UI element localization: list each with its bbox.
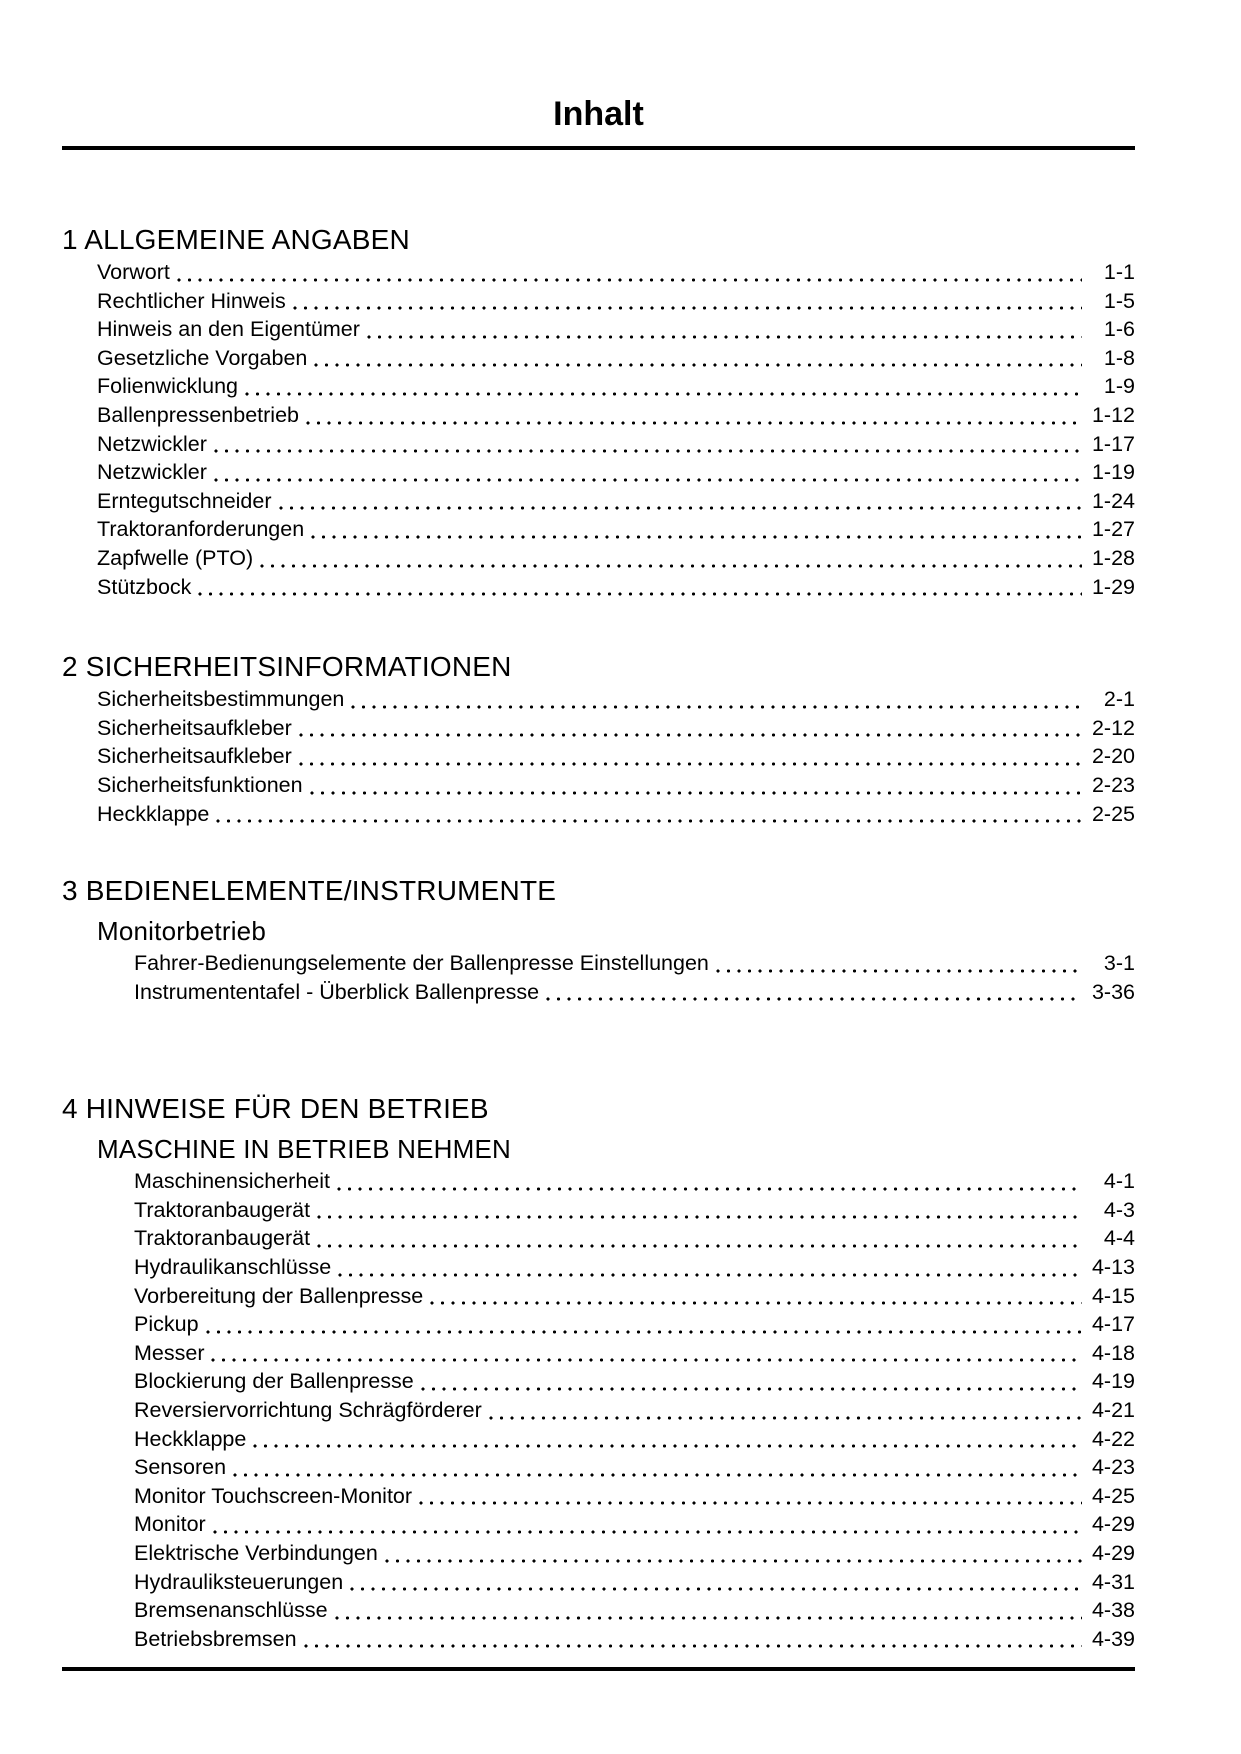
toc-entry-page: 3-1 bbox=[1103, 951, 1135, 976]
toc-entry-label: Sicherheitsfunktionen bbox=[97, 772, 303, 797]
dot-leader bbox=[206, 1330, 1082, 1334]
dot-leader bbox=[311, 535, 1082, 539]
dot-leader bbox=[216, 819, 1082, 823]
toc-entry-label: Erntegutschneider bbox=[97, 488, 272, 513]
toc-entry-page: 1-9 bbox=[1103, 374, 1135, 399]
toc-entry bbox=[97, 315, 1135, 344]
dot-leader bbox=[421, 1387, 1082, 1391]
toc-entry-label: Stützbock bbox=[97, 574, 192, 599]
dot-leader bbox=[279, 506, 1083, 510]
footer-divider bbox=[62, 1667, 1135, 1671]
toc-entry-label: Ballenpressenbetrieb bbox=[97, 402, 299, 427]
dot-leader bbox=[260, 564, 1082, 568]
dot-leader bbox=[317, 1244, 1082, 1248]
toc-entry-label: Monitor Touchscreen-Monitor bbox=[134, 1483, 413, 1508]
toc-entry-label: Folienwicklung bbox=[97, 374, 239, 399]
toc-entry bbox=[134, 1568, 1135, 1597]
dot-leader bbox=[299, 733, 1082, 737]
toc-entry-page: 2-25 bbox=[1091, 801, 1135, 826]
toc-entry-page: 4-25 bbox=[1091, 1483, 1135, 1508]
dot-leader bbox=[367, 335, 1082, 339]
toc-entry bbox=[97, 800, 1135, 829]
toc-entry bbox=[134, 1425, 1135, 1454]
toc-entry-label: Sensoren bbox=[134, 1455, 227, 1480]
toc-entry-page: 4-3 bbox=[1103, 1197, 1135, 1222]
subsection-heading-maschine-in-betrieb-nehmen: MASCHINE IN BETRIEB NEHMEN bbox=[97, 1134, 512, 1165]
toc-entry-page: 4-29 bbox=[1091, 1541, 1135, 1565]
toc-entry-label: Hinweis an den Eigentümer bbox=[97, 317, 360, 342]
toc-entry-label: Hydrauliksteuerungen bbox=[134, 1569, 344, 1594]
dot-leader bbox=[213, 1530, 1082, 1534]
dot-leader bbox=[430, 1301, 1082, 1305]
toc-entry-label: Traktoranforderungen bbox=[97, 517, 305, 542]
toc-entry bbox=[97, 287, 1135, 316]
toc-entry-page: 2-1 bbox=[1103, 687, 1135, 712]
toc-entry bbox=[134, 1167, 1135, 1196]
toc-entry-page: 4-13 bbox=[1091, 1255, 1135, 1280]
toc-entry-label: Betriebsbremsen bbox=[134, 1626, 297, 1651]
toc-entry bbox=[97, 742, 1135, 771]
toc-entry-page: 1-8 bbox=[1103, 345, 1135, 370]
toc-entry bbox=[134, 978, 1135, 1007]
toc-entry-page: 4-18 bbox=[1091, 1340, 1135, 1365]
toc-entry-page: 4-29 bbox=[1091, 1512, 1135, 1537]
dot-leader bbox=[335, 1616, 1082, 1620]
toc-entry bbox=[134, 949, 1135, 978]
toc-entry bbox=[97, 430, 1135, 459]
toc-entry bbox=[97, 544, 1135, 573]
dot-leader bbox=[245, 392, 1082, 396]
toc-entry-page: 1-12 bbox=[1091, 402, 1135, 427]
dot-leader bbox=[489, 1416, 1082, 1420]
toc-entry-label: Rechtlicher Hinweis bbox=[97, 288, 286, 313]
toc-entry-label: Messer bbox=[134, 1340, 205, 1365]
toc-entry-label: Netzwickler bbox=[97, 460, 207, 485]
dot-leader bbox=[304, 1644, 1082, 1648]
dot-leader bbox=[214, 449, 1082, 453]
toc-entry bbox=[97, 487, 1135, 516]
toc-entry-page: 4-38 bbox=[1091, 1598, 1135, 1623]
toc-entry bbox=[134, 1625, 1135, 1654]
toc-entry-page: 3-36 bbox=[1091, 979, 1135, 1004]
toc-entry bbox=[97, 258, 1135, 287]
toc-entry bbox=[134, 1339, 1135, 1368]
section-1-entries bbox=[97, 258, 1135, 601]
toc-entry-page: 4-4 bbox=[1103, 1226, 1135, 1251]
toc-entry bbox=[97, 515, 1135, 544]
toc-entry-label: Zapfwelle (PTO) bbox=[97, 545, 254, 570]
toc-entry bbox=[134, 1510, 1135, 1539]
toc-entry-page: 4-22 bbox=[1091, 1426, 1135, 1451]
toc-entry-label: Sicherheitsaufkleber bbox=[97, 744, 292, 769]
toc-entry-label: Fahrer-Bedienungselemente der Ballenpresse Einstellungen bbox=[134, 951, 709, 976]
toc-entry bbox=[97, 573, 1135, 602]
dot-leader bbox=[338, 1273, 1082, 1277]
toc-entry-label: Gesetzliche Vorgaben bbox=[97, 345, 308, 370]
toc-entry-page: 2-23 bbox=[1091, 772, 1135, 797]
toc-entry bbox=[134, 1310, 1135, 1339]
dot-leader bbox=[299, 762, 1082, 766]
toc-entry bbox=[97, 344, 1135, 373]
toc-entry-label: Vorwort bbox=[97, 260, 170, 284]
toc-entry-label: Heckklappe bbox=[97, 801, 210, 826]
toc-entry-page: 4-17 bbox=[1091, 1312, 1135, 1337]
dot-leader bbox=[546, 997, 1082, 1001]
toc-entry bbox=[134, 1596, 1135, 1625]
toc-entry bbox=[134, 1539, 1135, 1568]
section-heading-4: 4 HINWEISE FÜR DEN BETRIEB bbox=[62, 1093, 489, 1125]
toc-entry bbox=[134, 1282, 1135, 1311]
dot-leader bbox=[351, 705, 1082, 709]
toc-entry bbox=[97, 372, 1135, 401]
toc-entry-label: Blockierung der Ballenpresse bbox=[134, 1369, 414, 1394]
dot-leader bbox=[177, 278, 1082, 282]
toc-entry-page: 1-19 bbox=[1091, 460, 1135, 485]
toc-entry-label: Sicherheitsbestimmungen bbox=[97, 687, 345, 712]
toc-entry-label: Traktoranbaugerät bbox=[134, 1226, 311, 1251]
dot-leader bbox=[314, 363, 1082, 367]
subsection-heading-monitorbetrieb: Monitorbetrieb bbox=[97, 916, 266, 947]
toc-entry-page: 1-5 bbox=[1103, 288, 1135, 313]
toc-entry-page: 4-19 bbox=[1091, 1369, 1135, 1394]
toc-entry-page: 4-15 bbox=[1091, 1283, 1135, 1308]
dot-leader bbox=[317, 1215, 1082, 1219]
dot-leader bbox=[419, 1501, 1082, 1505]
toc-entry bbox=[134, 1253, 1135, 1282]
toc-entry-page: 1-17 bbox=[1091, 431, 1135, 456]
toc-entry-label: Bremsenanschlüsse bbox=[134, 1598, 328, 1623]
toc-entry-label: Maschinensicherheit bbox=[134, 1169, 330, 1194]
toc-entry-label: Reversiervorrichtung Schrägförderer bbox=[134, 1398, 482, 1423]
section-2-entries bbox=[97, 685, 1135, 828]
toc-entry-page: 2-12 bbox=[1091, 715, 1135, 740]
section-4-entries bbox=[134, 1167, 1135, 1653]
toc-entry-page: 2-20 bbox=[1091, 744, 1135, 769]
toc-entry-label: Hydraulikanschlüsse bbox=[134, 1255, 332, 1280]
dot-leader bbox=[233, 1473, 1082, 1477]
toc-entry-page: 1-28 bbox=[1091, 545, 1135, 570]
toc-entry-page: 4-1 bbox=[1103, 1169, 1135, 1194]
toc-entry-label: Traktoranbaugerät bbox=[134, 1197, 311, 1222]
page-title: Inhalt bbox=[553, 95, 644, 133]
toc-entry bbox=[134, 1224, 1135, 1253]
toc-entry bbox=[134, 1396, 1135, 1425]
toc-entry-page: 1-27 bbox=[1091, 517, 1135, 542]
toc-entry-page: 4-21 bbox=[1091, 1398, 1135, 1423]
toc-entry bbox=[97, 401, 1135, 430]
toc-entry-label: Vorbereitung der Ballenpresse bbox=[134, 1283, 424, 1308]
toc-entry bbox=[97, 714, 1135, 743]
toc-entry bbox=[97, 685, 1135, 714]
dot-leader bbox=[214, 478, 1082, 482]
dot-leader bbox=[198, 592, 1082, 596]
toc-entry-label: Pickup bbox=[134, 1312, 199, 1337]
dot-leader bbox=[253, 1444, 1082, 1448]
toc-entry-page: 1-24 bbox=[1091, 488, 1135, 513]
toc-entry-label: Monitor bbox=[134, 1512, 206, 1537]
dot-leader bbox=[306, 421, 1082, 425]
toc-entry-label: Elektrische Verbindungen bbox=[134, 1541, 378, 1565]
dot-leader bbox=[211, 1358, 1082, 1362]
section-heading-3: 3 BEDIENELEMENTE/INSTRUMENTE bbox=[62, 875, 557, 907]
dot-leader bbox=[293, 306, 1082, 310]
toc-entry-label: Sicherheitsaufkleber bbox=[97, 715, 292, 740]
dot-leader bbox=[337, 1187, 1082, 1191]
section-3-entries bbox=[134, 949, 1135, 1006]
toc-entry bbox=[97, 458, 1135, 487]
dot-leader bbox=[385, 1559, 1082, 1563]
toc-entry bbox=[97, 771, 1135, 800]
toc-entry-page: 4-23 bbox=[1091, 1455, 1135, 1480]
toc-entry bbox=[134, 1482, 1135, 1511]
dot-leader bbox=[350, 1587, 1082, 1591]
dot-leader bbox=[716, 969, 1082, 973]
section-heading-2: 2 SICHERHEITSINFORMATIONEN bbox=[62, 651, 512, 683]
toc-entry-page: 1-1 bbox=[1103, 260, 1135, 284]
section-heading-1: 1 ALLGEMEINE ANGABEN bbox=[62, 224, 410, 255]
toc-entry bbox=[134, 1453, 1135, 1482]
toc-entry-page: 4-31 bbox=[1091, 1569, 1135, 1594]
toc-entry-page: 1-6 bbox=[1103, 317, 1135, 342]
toc-entry-label: Heckklappe bbox=[134, 1426, 247, 1451]
toc-entry-page: 4-39 bbox=[1091, 1626, 1135, 1651]
toc-entry-page: 1-29 bbox=[1091, 574, 1135, 599]
toc-entry-label: Instrumententafel - Überblick Ballenpresse bbox=[134, 979, 540, 1004]
toc-entry bbox=[134, 1367, 1135, 1396]
toc-entry bbox=[134, 1196, 1135, 1225]
header-divider bbox=[62, 146, 1135, 150]
dot-leader bbox=[310, 791, 1082, 795]
toc-entry-label: Netzwickler bbox=[97, 431, 207, 456]
